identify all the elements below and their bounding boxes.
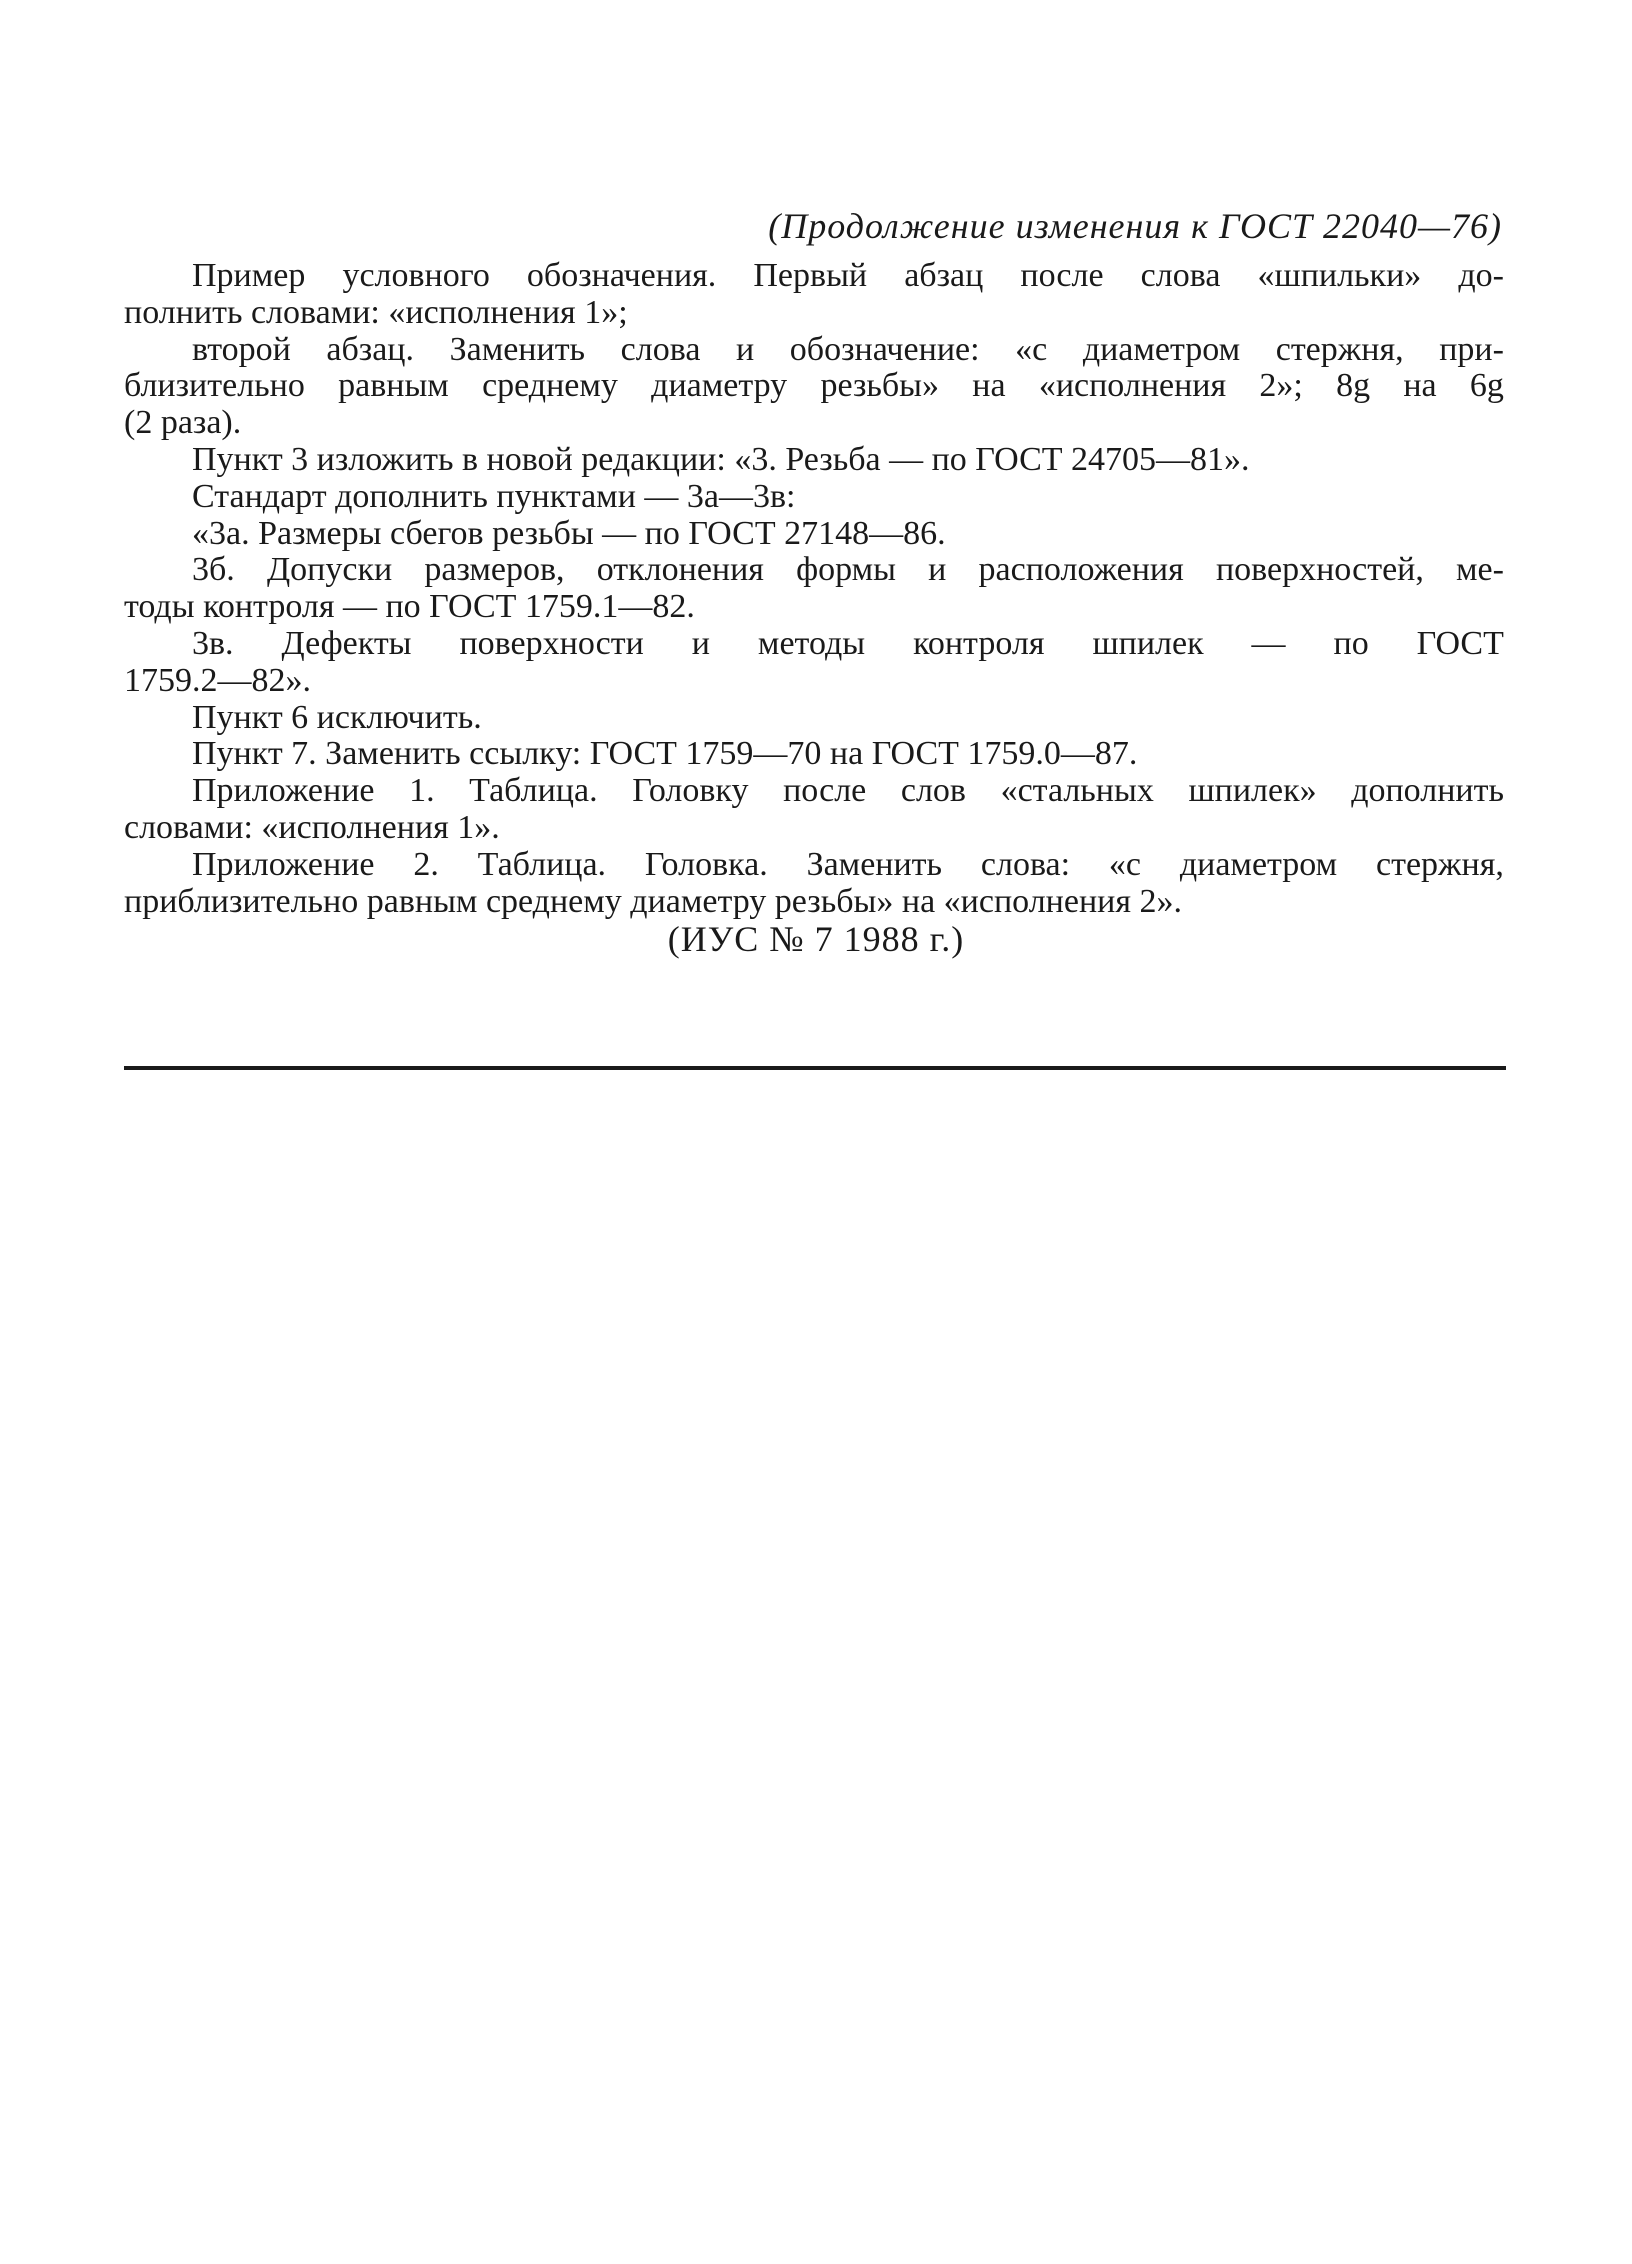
word: Таблица. [477,845,607,883]
word: — [1251,624,1286,662]
text-line: Пункт 7. Заменить ссылку: ГОСТ 1759—70 на ГОСТ 1759.0—87. [192,735,1138,773]
word: стержня, [1275,330,1404,368]
word: резьбы» [820,367,940,405]
word: на [1403,367,1437,405]
word: Дефекты [281,624,412,662]
word: Заменить [449,330,586,368]
word: условного [342,257,490,294]
word: «исполнения [1038,367,1227,405]
word: обозначение: [789,330,980,368]
word: Пример [192,257,306,294]
word: диаметром [1179,845,1338,883]
word: Головка. [644,845,768,883]
continuation-header: (Продолжение изменения к ГОСТ 22040—76) [768,206,1502,246]
word: 2»; [1259,367,1303,405]
word: диаметром [1082,330,1241,368]
word: «с [1015,330,1048,368]
word: «шпильки» [1257,257,1422,294]
source-reference: (ИУС № 7 1988 г.) [667,919,965,959]
word: формы [796,551,896,589]
text-line: Пункт 6 исключить. [192,698,482,736]
word: стержня, [1376,845,1504,883]
text-line [124,773,1504,810]
word: Заменить [806,845,943,883]
text-line: «3а. Размеры сбегов резьбы — по ГОСТ 27148—86. [192,514,946,552]
word: расположения [978,551,1184,589]
word: Головку [632,772,749,810]
text-line: Пункт 3 изложить в новой редакции: «3. Резьба — по ГОСТ 24705—81». [192,440,1250,478]
text-line [124,626,1504,663]
word: до- [1458,257,1504,294]
word: при- [1439,330,1504,368]
word: ГОСТ [1416,624,1504,662]
word: «стальных [1000,772,1154,810]
text-line [124,847,1504,884]
word: после [1020,257,1104,294]
word: размеров, [424,551,565,589]
word: по [1333,624,1369,662]
word: поверхности [459,624,644,662]
word: 6g [1469,367,1504,405]
word: 2. [413,845,439,883]
word: после [783,772,867,810]
word: слова [620,330,701,368]
word: Таблица. [469,772,598,810]
word: методы [757,624,866,662]
text-line: полнить словами: «исполнения 1»; [124,293,628,331]
word: Приложение [192,845,375,883]
text-line [124,332,1504,369]
text-line: 1759.2—82». [124,661,311,699]
amendment-text [124,258,1504,920]
text-line: словами: «исполнения 1». [124,808,500,846]
word: среднему [482,367,618,405]
word: абзац [904,257,984,294]
word: второй [192,330,291,368]
text-line [124,368,1504,405]
word: на [972,367,1006,405]
word: обозначения. [526,257,717,294]
word: и [736,330,755,368]
word: слов [900,772,966,810]
text-line [124,552,1504,589]
word: абзац. [326,330,414,368]
word: слова: [980,845,1071,883]
word: отклонения [596,551,764,589]
word: и [691,624,710,662]
word: ме- [1456,551,1504,589]
word: 8g [1336,367,1371,405]
word: и [928,551,947,589]
word: 3в. [192,624,234,662]
word: Первый [753,257,868,294]
text-line: приблизительно равным среднему диаметру резьбы» на «исполнения 2». [124,882,1182,920]
word: шпилек» [1188,772,1317,810]
word: слова [1140,257,1221,294]
word: поверхностей, [1215,551,1424,589]
word: контроля [913,624,1045,662]
word: 3б. [192,551,235,589]
word: «с [1108,845,1142,883]
word: близительно [124,367,305,405]
word: равным [338,367,449,405]
word: 1. [409,772,435,810]
word: шпилек [1092,624,1204,662]
text-line: (2 раза). [124,404,242,442]
word: Допуски [266,551,393,589]
word: дополнить [1351,772,1504,810]
text-line: Стандарт дополнить пунктами — 3а—3в: [192,477,796,515]
horizontal-rule [124,1066,1506,1070]
word: Приложение [192,772,375,810]
text-line [124,258,1504,295]
word: диаметру [651,367,788,405]
text-line: тоды контроля — по ГОСТ 1759.1—82. [124,588,695,626]
